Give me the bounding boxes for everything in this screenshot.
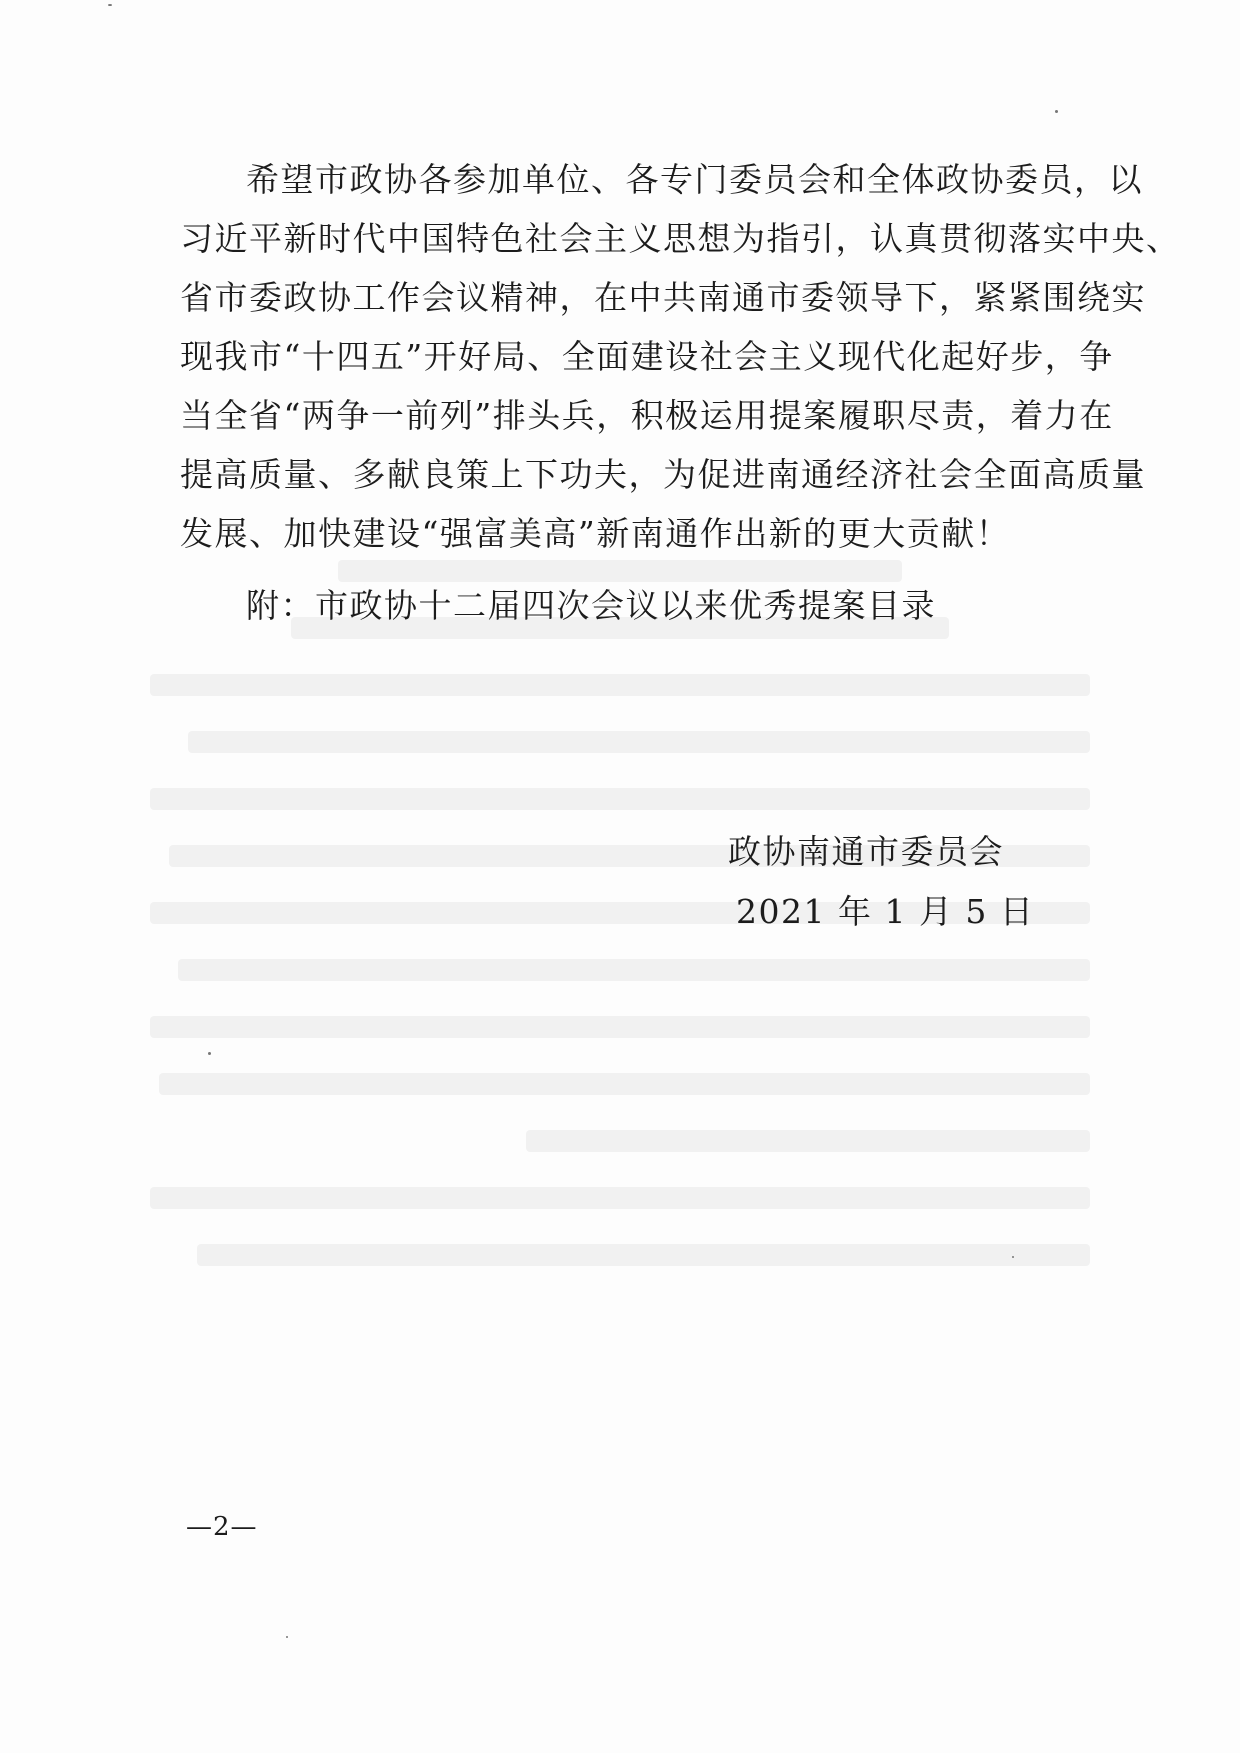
reverse-side-bleed <box>150 560 1090 1460</box>
body-line: 发展、加快建设“强富美高”新南通作出新的更大贡献！ <box>180 514 1011 553</box>
body-line: 当全省“两争一前列”排头兵，积极运用提案履职尽责，着力在 <box>180 396 1114 435</box>
body-line: 希望市政协各参加单位、各专门委员会和全体政协委员，以 <box>246 160 1143 199</box>
scan-speck <box>1055 110 1058 113</box>
attachment-note: 附：市政协十二届四次会议以来优秀提案目录 <box>246 586 936 625</box>
scan-speck <box>286 1636 288 1638</box>
body-line: 现我市“十四五”开好局、全面建设社会主义现代化起好步，争 <box>180 337 1114 376</box>
body-paragraph <box>180 150 1181 563</box>
scan-speck <box>1012 1256 1014 1258</box>
body-line: 省市委政协工作会议精神，在中共南通市委领导下，紧紧围绕实 <box>180 278 1146 317</box>
scan-speck <box>208 1052 211 1055</box>
body-line: 提高质量、多献良策上下功夫，为促进南通经济社会全面高质量 <box>180 455 1146 494</box>
body-line: 习近平新时代中国特色社会主义思想为指引，认真贯彻落实中央、 <box>180 219 1181 258</box>
signature-date: 2021 年 1 月 5 日 <box>736 892 1035 931</box>
signature-organization: 政协南通市委员会 <box>728 832 1004 871</box>
scan-speck <box>108 4 112 6</box>
page-number: —2— <box>186 1512 258 1542</box>
